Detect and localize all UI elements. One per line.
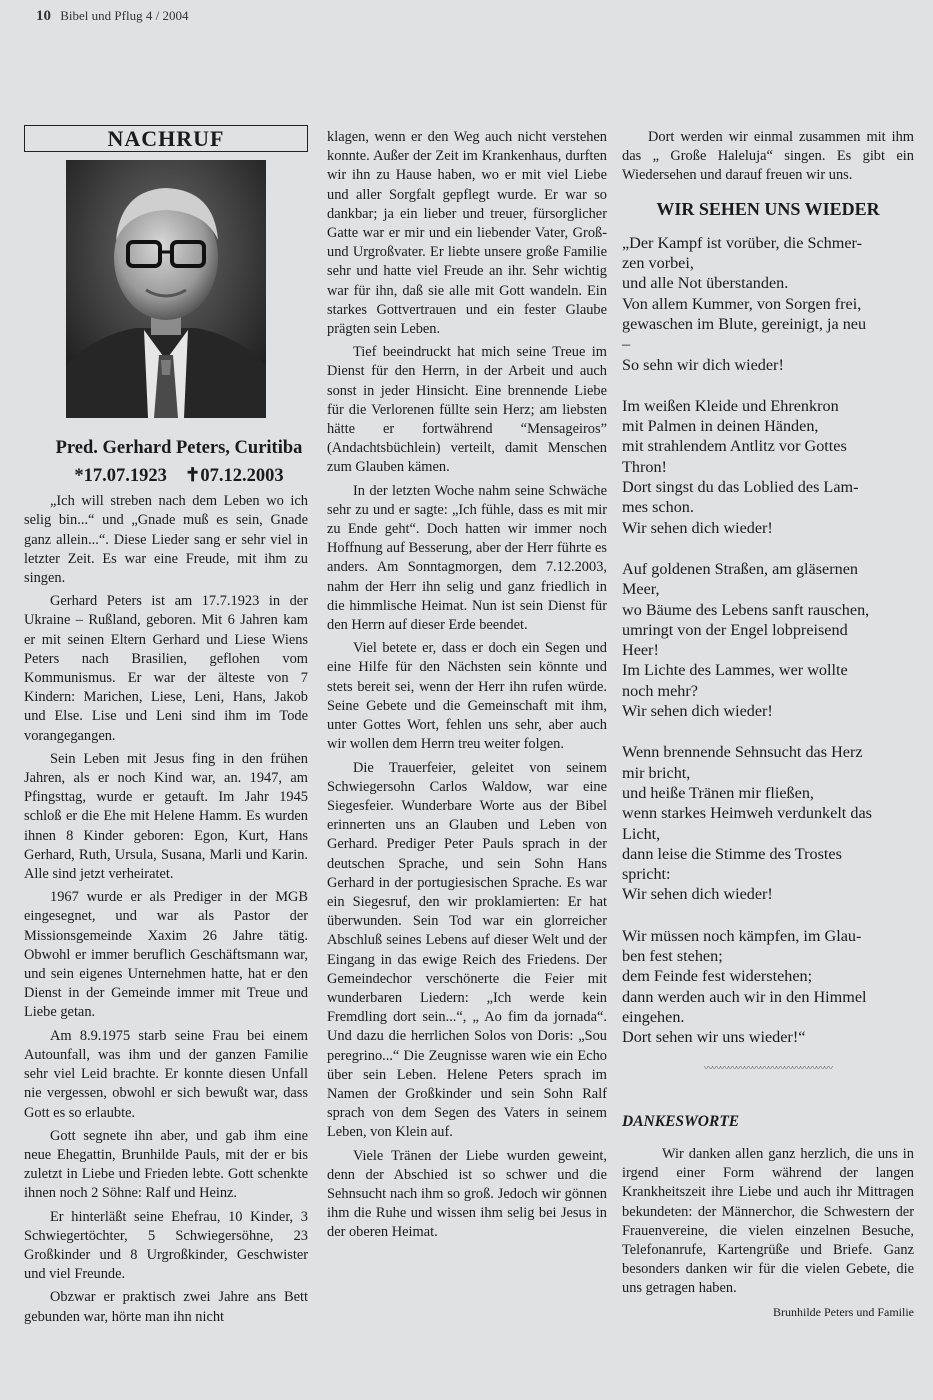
poem-line: dem Feinde fest widerstehen;: [622, 967, 813, 986]
poem-stanza: [622, 233, 914, 375]
poem-line: So sehn wir dich wieder!: [622, 355, 784, 374]
poem-line: Im Lichte des Lammes, wer wollte: [622, 661, 848, 680]
poem-stanza: [622, 742, 914, 904]
obituary-paragraph: Obzwar er praktisch zwei Jahre ans Bett gebunden war, hörte man ihn nicht: [24, 1289, 308, 1325]
poem-line: –: [622, 335, 631, 354]
poem-line: mes schon.: [622, 498, 694, 517]
obituary-paragraph: 1967 wurde er als Prediger in der MGB eingesegnet, und war als Pastor der Missionsgemeinde Xaxim 26 Jahre tätig. Obwohl er immer beruflich Geschäftsmann war, und sein eigenes Unternehmen hatte, hat er den Dienst in der Gemeinde immer mit Treue und Liebe getan.: [24, 889, 308, 1021]
publication-title: Bibel und Pflug 4 / 2004: [60, 8, 189, 23]
poem-line: ben fest stehen;: [622, 947, 723, 966]
obituary-paragraph: Sein Leben mit Jesus fing in den frühen Jahren, als er noch Kind war, an. 1947, am Pfingsttag, wurde er getauft. Im Jahr 1945 schloß er die Ehe mit Helene Hamm. Es wurden ihnen 8 Kinder geboren: Egon, Kurt, Hans Gerhard, Ruth, Ursula, Susana, Marli und Karin. Alle sind jetzt verheiratet.: [24, 750, 308, 883]
poem-line: wo Bäume des Lebens sanft rauschen,: [622, 600, 870, 619]
obituary-paragraph: Gerhard Peters ist am 17.7.1923 in der Ukraine – Rußland, geboren. Mit 6 Jahren kam er mit seinen Eltern Gerhard und Liese Wiens Peters nach Brasilien, geflohen vom Kommunismus. Er war der älteste von 7 Kindern: Marichen, Liese, Leni, Hans, Jakob und Else. Lise und Leni sind ihm im Tode vorangegangen.: [24, 593, 308, 744]
poem-line: gewaschen im Blute, gereinigt, ja neu: [622, 315, 867, 333]
poem-line: Wir sehen dich wieder!: [622, 885, 773, 904]
obituary-paragraph: Tief beeindruckt hat mich seine Treue im Dienst für den Herrn, in der Arbeit und auch sonst in jeder Hinsicht. Eine brennende Liebe für die Verlorenen füllte sein Herz; am liebsten hätte er fortwährend “Mensageiros” (Andachtsbüchlein) verteilt, damit Menschen zum Glauben kämen.: [327, 344, 607, 476]
obituary-paragraph: Am 8.9.1975 starb seine Frau bei einem Autounfall, was ihm und der ganzen Familie sehr viel Leid brachte. Er konnte diesen Unfall nie vergessen, obwohl er sich bewußt war, dass Gott es so erlaubte.: [24, 1027, 308, 1121]
thanks-section: [622, 1112, 914, 1322]
obituary-paragraph: Gott segnete ihn aber, und gab ihm eine neue Ehegattin, Brunhilde Pauls, mit der er bis zuletzt in Liebe und Frieden lebte. Gott schenkte ihnen noch 2 Söhne: Ralf und Heinz.: [24, 1127, 308, 1202]
poem-line: Dort sehen wir uns wieder!“: [622, 1028, 806, 1047]
poem-line: spricht:: [622, 865, 671, 884]
poem-line: Licht,: [622, 824, 661, 843]
poem-line: Auf goldenen Straßen, am gläsernen: [622, 559, 858, 578]
poem-line: mit strahlendem Antlitz vor Gottes: [622, 437, 847, 456]
poem: [622, 233, 914, 1048]
nachruf-title: NACHRUF: [24, 125, 308, 152]
poem-line: „Der Kampf ist vorüber, die Schmer-: [622, 233, 862, 252]
poem-line: umringt von der Engel lobpreisend: [622, 620, 848, 639]
obituary-paragraph: klagen, wenn er den Weg auch nicht verstehen konnte. Außer der Zeit im Krankenhaus, durften wir ihn zu Hause haben, wo er mit viel Liebe und aller Sorgfalt gepflegt wurde. Er war so dankbar; ja ein lieber und treuer, fürsorglicher Gatte war er mir und ein liebender Vater, Groß- und Urgroßvater. Er liebte unsere große Familie sehr und hatte viel Freude an ihr. Sehr wichtig war für ihn, daß sie alle mit Gott wandeln. Ein starkes Gottvertrauen und ein fester Glaube prägten sein Leben.: [327, 129, 607, 338]
thanks-title: DANKESWORTE: [622, 1112, 740, 1130]
poem-line: Thron!: [622, 457, 667, 476]
deceased-name: Pred. Gerhard Peters, Curitiba: [55, 438, 303, 459]
poem-line: dann leise die Stimme des Trostes: [622, 844, 842, 863]
thanks-signature: Brunhilde Peters und Familie: [773, 1304, 914, 1319]
poem-line: Im weißen Kleide und Ehrenkron: [622, 396, 839, 415]
obituary-paragraph: „Ich will streben nach dem Leben wo ich selig bin...“ und „Gnade muß es sein, Gnade ganz allein...“. Diese Lieder sang er sehr viel in letzter Zeit. Es war eine Freude, mit ihm zu singen.: [24, 493, 308, 587]
poem-line: zen vorbei,: [622, 254, 694, 273]
poem-line: und alle Not überstanden.: [622, 274, 789, 293]
page-number: 10: [36, 8, 51, 24]
page-header: [36, 8, 188, 25]
poem-line: und heiße Tränen mir fließen,: [622, 783, 814, 802]
poem-line: dann werden auch wir in den Himmel: [622, 987, 867, 1006]
column-2: [327, 128, 607, 1247]
portrait-photo: [66, 160, 266, 418]
column-1: [24, 125, 308, 1331]
poem-line: mit Palmen in deinen Händen,: [622, 417, 819, 436]
poem-line: noch mehr?: [622, 681, 698, 700]
poem-line: eingehen.: [622, 1007, 685, 1026]
poem-line: Von allem Kummer, von Sorgen frei,: [622, 294, 862, 313]
life-dates: [24, 464, 308, 488]
obituary-paragraph: Die Trauerfeier, geleitet von seinem Schwiegersohn Carlos Waldow, war eine Siegesfeier. Wunderbare Worte aus der Bibel erinnerten uns an Glauben und Leben von Gerhard. Prediger Peter Pauls sprach in der deutschen Sprache, und sein Sohn Hans Gerhard in der portugiesischen Sprache. Es war ein Siegesruf, den wir proklamierten: Er hat überwunden. Sein Tod war ein glorreicher Abschluß seines Lebens auf dieser Welt und der Eingang in das ewige Reich des Friedens. Der Gemeindechor verschönerte die Feier mit wunderbaren Liedern: „Ich werde kein Fremdling dort sein...“, „ Ao fim da jornada“. Und dazu die herrlichen Solos von Doris: „Sou peregrino...“ Die Zeugnisse waren wie ein Echo über sein Leben. Helene Peters sprach im Namen der Großkinder und sein Sohn Ralf sprach von dem Segen des Vaters in seinem Leben, von Klein auf.: [327, 759, 607, 1141]
column-3: [622, 128, 914, 1322]
poem-stanza: [622, 396, 914, 538]
poem-title: WIR SEHEN UNS WIEDER: [656, 198, 880, 219]
death-date: ✝07.12.2003: [184, 466, 284, 487]
obituary-paragraph: In der letzten Woche nahm seine Schwäche sehr zu und er sagte: „Ich fühle, dass es mit mir zu Ende geht“. Doch hatten wir immer noch Hoffnung auf Besserung, aber der Herr führte es anders. Am Sonntagmorgen, dem 7.12.2003, nahm der Herr ihn selig und ganz friedlich in die himmlische Heimat. Nun ist sein Dienst für den Herrn auf dieser Erde beendet.: [327, 482, 607, 634]
poem-line: Wenn brennende Sehnsucht das Herz: [622, 743, 863, 762]
thanks-text: Wir danken allen ganz herzlich, die uns in irgend einer Form während der langen Krankheitszeit ihre Liebe und auch ihr Mittragen bekundeten: der Männerchor, die Schwestern der Frauenvereine, die vielen einzelnen Besuche, Telefonanrufe, Kartengrüße und Briefe. Ganz besonders danken wir für die vielen Gebete, die uns getragen haben.: [622, 1145, 914, 1297]
ornament-divider: 〰〰〰〰〰〰〰〰〰〰〰〰〰〰〰〰: [703, 1062, 832, 1073]
birth-date: *17.07.1923: [74, 466, 167, 487]
poem-stanza: [622, 559, 914, 721]
poem-line: Heer!: [622, 641, 659, 660]
poem-line: Wir sehen dich wieder!: [622, 518, 773, 537]
poem-line: Dort singst du das Loblied des Lam-: [622, 478, 859, 497]
poem-stanza: [622, 926, 914, 1048]
obituary-paragraph: Viel betete er, dass er doch ein Segen und eine Hilfe für den Nächsten sein könnte und stets bereit sei, wenn der Herr ihn rufen würde. Seine Gebete und die Gemeinschaft mit ihm, unter Gottes Wort, fehlen uns sehr, aber auch wir wollen dem Herrn treu weiter folgen.: [327, 640, 607, 753]
poem-line: Meer,: [622, 580, 660, 599]
poem-line: mir bricht,: [622, 763, 691, 782]
obituary-closing: Dort werden wir einmal zusammen mit ihm das „ Große Haleluja“ singen. Es gibt ein Wiedersehen und darauf freuen wir uns.: [622, 129, 914, 184]
obituary-paragraph: Viele Tränen der Liebe wurden geweint, denn der Abschied ist so schwer und die Sehnsucht nach ihm so groß. Jedoch wir gönnen ihm die Ruhe und wissen ihm selig bei Jesus in der oberen Heimat.: [327, 1147, 607, 1241]
obituary-paragraph: Er hinterläßt seine Ehefrau, 10 Kinder, 3 Schwiegertöchter, 5 Schwiegersöhne, 23 Großkinder und 8 Urgroßkinder, Geschwister und viel Freunde.: [24, 1208, 308, 1283]
poem-line: Wir sehen dich wieder!: [622, 702, 773, 721]
poem-line: wenn starkes Heimweh verdunkelt das: [622, 804, 872, 823]
poem-line: Wir müssen noch kämpfen, im Glau-: [622, 926, 862, 945]
